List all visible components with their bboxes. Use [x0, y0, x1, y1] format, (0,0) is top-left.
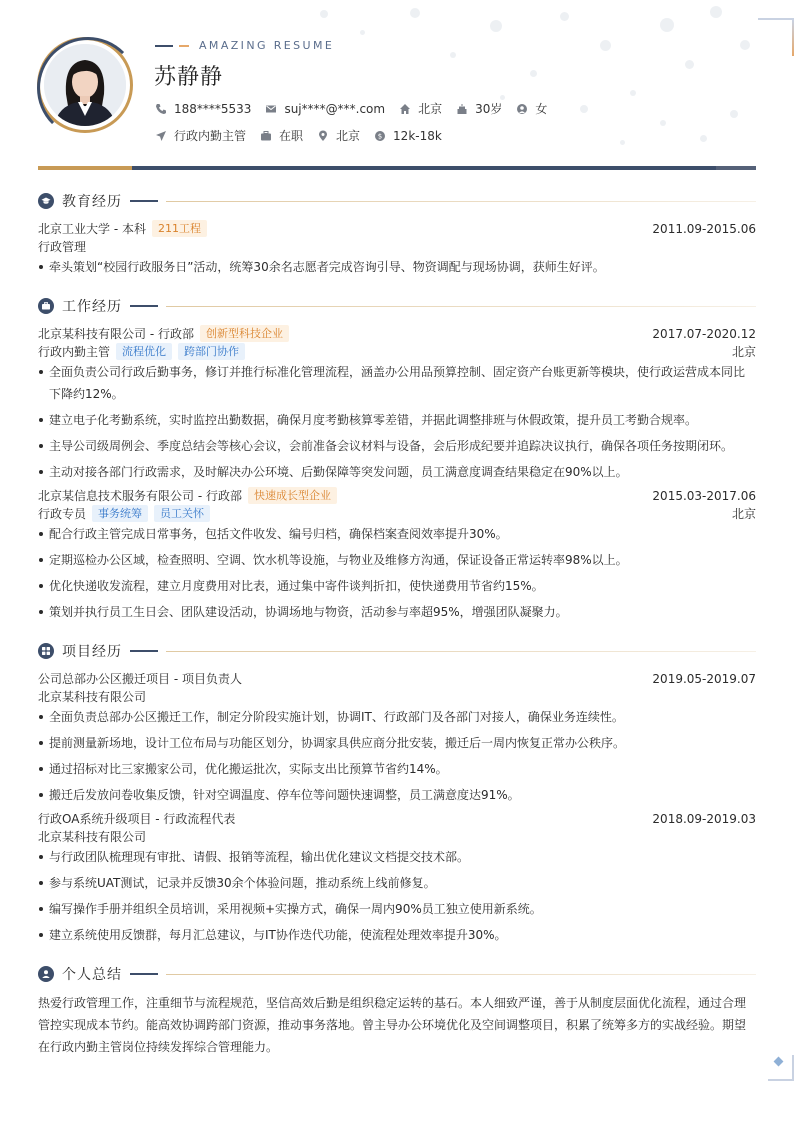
job-location: 北京: [731, 345, 756, 359]
project-name: 公司总部办公区搬迁项目 - 项目负责人: [38, 672, 242, 686]
job-role: 行政专员: [38, 507, 87, 521]
job-location: 北京: [731, 507, 756, 521]
job-role: 行政内勤主管: [38, 345, 111, 359]
target-city-item: [317, 127, 360, 144]
company-name: 北京某科技有限公司 - 行政部: [38, 327, 194, 341]
project-org: 北京某科技有限公司: [38, 830, 147, 844]
work-icon: [38, 298, 54, 314]
project-period: 2018.09-2019.03: [652, 811, 756, 826]
phone-text: 188****5533: [174, 101, 252, 116]
salary-item: [374, 129, 442, 143]
age-text: 30岁: [475, 102, 503, 116]
role-tag: 跨部门协作: [178, 343, 245, 360]
briefcase-icon: [260, 130, 272, 142]
list-item: 参与系统UAT测试，记录并反馈30余个体验问题，推动系统上线前修复。: [38, 872, 756, 894]
avatar-frame: [37, 37, 133, 133]
major-row: [38, 238, 756, 255]
education-period: 2011.09-2015.06: [652, 221, 756, 236]
project-period: 2019.05-2019.07: [652, 671, 756, 686]
list-item: 建立电子化考勤系统，实时监控出勤数据，确保月度考勤核算零差错，并据此调整排班与休假政策，提升员工考勤合规率。: [38, 409, 756, 431]
list-item: 与行政团队梳理现有审批、请假、报销等流程，输出优化建议文档提交技术部。: [38, 846, 756, 868]
section-title: 个人总结: [62, 967, 122, 983]
education-row: [38, 220, 756, 237]
email-text: suj****@***.com: [284, 101, 386, 116]
phone-item: [155, 102, 251, 116]
status-item: [260, 127, 303, 144]
gender-text: 女: [535, 102, 548, 116]
project-org-row: [38, 688, 756, 705]
list-item: 全面负责公司行政后勤事务，修订并推行标准化管理流程，涵盖办公用品预算控制、固定资产台账更新等模块，使行政运营成本同比下降约12%。: [38, 361, 756, 405]
status-text: 在职: [279, 129, 304, 143]
list-item: 定期巡检办公区域，检查照明、空调、饮水机等设施，与物业及维修方沟通，保证设备正常运转率98%以上。: [38, 549, 756, 571]
list-item: 全面负责总部办公区搬迁工作，制定分阶段实施计划，协调IT、行政部门及各部门对接人，确保业务连续性。: [38, 706, 756, 728]
gender-icon: [516, 103, 528, 115]
company-name: 北京某信息技术服务有限公司 - 行政部: [38, 489, 242, 503]
company-tag: 创新型科技企业: [200, 325, 289, 342]
list-item: 主导公司级周例会、季度总结会等核心会议，会前准备会议材料与设备，会后形成纪要并追踪决议执行，确保各项任务按期闭环。: [38, 435, 756, 457]
user-icon: [38, 966, 54, 982]
job-header-row: [38, 325, 756, 342]
target-city-text: 北京: [336, 129, 361, 143]
education-bullets: [38, 256, 756, 282]
role-tag: 员工关怀: [154, 505, 210, 522]
mail-icon: [265, 103, 277, 115]
role-tag: 事务统筹: [92, 505, 148, 522]
list-item: 主动对接各部门行政需求，及时解决办公环境、后勤保障等突发问题，员工满意度调查结果稳定在90%以上。: [38, 461, 756, 483]
school-name: 北京工业大学 - 本科: [38, 222, 146, 236]
list-item: 优化快递收发流程，建立月度费用对比表，通过集中寄件谈判折扣，使快递费用节省约15%。: [38, 575, 756, 597]
candidate-name: 苏静静: [154, 65, 224, 90]
list-item: 牵头策划“校园行政服务日”活动，统筹30余名志愿者完成咨询引导、物资调配与现场协调，获师生好评。: [38, 256, 756, 278]
job-period: 2015.03-2017.06: [652, 488, 756, 503]
money-icon: [374, 130, 386, 142]
list-item: 策划并执行员工生日会、团队建设活动，协调场地与物资，活动参与率超95%，增强团队凝聚力。: [38, 601, 756, 623]
project-org-row: [38, 828, 756, 845]
job-period: 2017.07-2020.12: [652, 326, 756, 341]
list-item: 配合行政主管完成日常事务，包括文件收发、编号归档，确保档案查阅效率提升30%。: [38, 523, 756, 545]
contact-row: [155, 100, 561, 117]
gender-item: [516, 100, 547, 117]
phone-icon: [155, 103, 167, 115]
send-icon: [155, 130, 167, 142]
list-item: 建立系统使用反馈群，每月汇总建议，与IT协作迭代功能，使流程处理效率提升30%。: [38, 924, 756, 946]
header-divider: [38, 166, 756, 170]
job-role-row: [38, 343, 756, 360]
email-item: [265, 102, 385, 116]
list-item: 通过招标对比三家搬家公司，优化搬运批次，实际支出比预算节省约14%。: [38, 758, 756, 780]
section-education: [38, 191, 756, 211]
section-summary: [38, 964, 756, 984]
list-item: 编写操作手册并组织全员培训，采用视频+实操方式，确保一周内90%员工独立使用新系统。: [38, 898, 756, 920]
section-projects: [38, 641, 756, 661]
project-header-row: [38, 670, 756, 687]
project-name: 行政OA系统升级项目 - 行政流程代表: [38, 812, 236, 826]
job-intent-row: [155, 127, 456, 144]
home-icon: [399, 103, 411, 115]
list-item: 搬迁后发放问卷收集反馈，针对空调温度、停车位等问题快速调整，员工满意度达91%。: [38, 784, 756, 806]
school-tag: 211工程: [152, 220, 207, 237]
age-item: [456, 100, 502, 117]
cake-icon: [456, 103, 468, 115]
project-header-row: [38, 810, 756, 827]
target-position-item: [155, 127, 246, 144]
list-item: 提前测量新场地，设计工位布局与功能区划分，协调家具供应商分批安装，搬迁后一周内恢复正常办公秩序。: [38, 732, 756, 754]
job-role-row: [38, 505, 756, 522]
project-bullets: [38, 706, 756, 810]
job-header-row: [38, 487, 756, 504]
brand-line: [155, 39, 334, 52]
city-text: 北京: [418, 102, 443, 116]
section-work: [38, 296, 756, 316]
role-tag: 流程优化: [116, 343, 172, 360]
location-icon: [317, 130, 329, 142]
svg-text:$: $: [377, 132, 383, 141]
project-icon: [38, 643, 54, 659]
project-org: 北京某科技有限公司: [38, 690, 147, 704]
brand-text: AMAZING RESUME: [199, 39, 335, 52]
target-position-text: 行政内勤主管: [174, 129, 247, 143]
major: 行政管理: [38, 240, 87, 254]
section-title: 工作经历: [62, 299, 122, 315]
avatar: [44, 44, 126, 126]
company-tag: 快速成长型企业: [248, 487, 337, 504]
job-bullets: [38, 523, 756, 627]
section-title: 教育经历: [62, 194, 122, 210]
job-bullets: [38, 361, 756, 487]
corner-decoration-top: [758, 18, 794, 54]
salary-text: 12k-18k: [393, 128, 442, 143]
summary-text: 热爱行政管理工作，注重细节与流程规范，坚信高效后勤是组织稳定运转的基石。本人细致严谨，善于从制度层面优化流程，通过合理管控实现成本节约。能高效协调跨部门资源，推动事务落地。曾主导办公环境优化及空间调整项目，积累了统筹多方的实战经验。期望在行政内勤主管岗位持续发挥综合管理能力。: [38, 996, 747, 1054]
section-title: 项目经历: [62, 644, 122, 660]
project-bullets: [38, 846, 756, 950]
city-item: [399, 100, 442, 117]
graduation-icon: [38, 193, 54, 209]
